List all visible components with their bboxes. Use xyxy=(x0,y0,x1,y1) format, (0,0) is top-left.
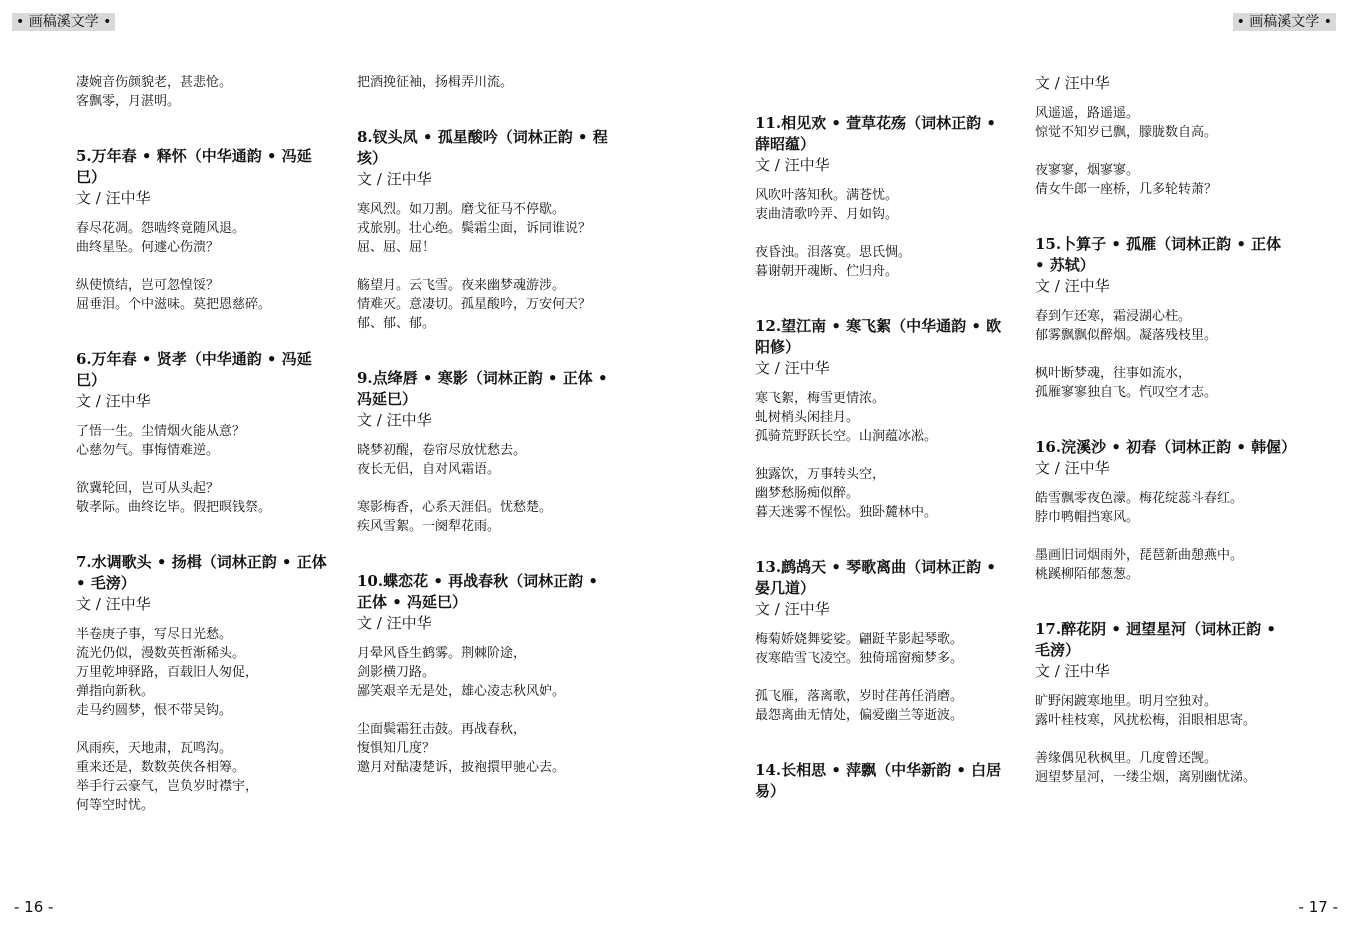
page-number-right: - 17 - xyxy=(1298,898,1338,916)
poem-author: 文 / 汪中华 xyxy=(755,600,830,618)
poem-author: 文 / 汪中华 xyxy=(76,392,151,410)
stanza: 寒飞絮，梅雪更情浓。 虬树梢头闲挂月。 孤骑荒野跃长空。山涧蕴冰凇。 xyxy=(755,391,938,444)
poem-author: 文 / 汪中华 xyxy=(357,411,432,429)
poem-title: 8.钗头凤 • 孤星酸吟（词林正韵 • 程垓） xyxy=(357,128,608,167)
column-2 xyxy=(357,73,615,796)
stanza: 把酒挽征袖，扬楫弄川流。 xyxy=(357,75,514,90)
stanza: 风吹叶落知秋。满苍忧。 衷曲清歌吟弄、月如钩。 xyxy=(755,188,899,222)
running-header-left: • 画稿溪文学 • xyxy=(12,13,115,31)
stanza: 善缘偶见秋枫里。几度曾还觊。 迥望梦星河，一缕尘烟，离别幽忧涕。 xyxy=(1035,751,1257,785)
poem-title: 11.相见欢 • 萱草花殇（词林正韵 • 薛昭蕴） xyxy=(755,114,996,153)
stanza: 旷野闲踱寒地里。明月空独对。 露叶桂枝寒，风扰松梅，泪眼相思寄。 xyxy=(1035,694,1257,728)
stanza: 尘面鬓霜狂击鼓。再战春秋， 愎惧知几度？ 邀月对酤凄楚诉，披袍擐甲驰心去。 xyxy=(357,722,566,775)
poem-title: 13.鹧鸪天 • 琴歌离曲（词林正韵 • 晏几道） xyxy=(755,558,996,597)
stanza: 枫叶断梦魂，往事如流水， 孤雁寥寥独自飞。忾叹空才志。 xyxy=(1035,366,1218,400)
poem-author: 文 / 汪中华 xyxy=(1035,277,1110,295)
column-4 xyxy=(1035,73,1297,806)
stanza: 凄婉音伤颜貌老，甚悲怆。 客飘零，月湛明。 xyxy=(76,75,233,109)
poem-title: 15.卜算子 • 孤雁（词林正韵 • 正体 • 苏轼） xyxy=(1035,235,1282,274)
poem-author: 文 / 汪中华 xyxy=(1035,662,1110,680)
stanza: 夜寥寥，烟寥寥。 倩女牛郎一座桥，几多轮转萧？ xyxy=(1035,163,1218,197)
stanza: 了悟一生。尘情烟火能从意？ 心慈勿气。事悔情难逆。 xyxy=(76,424,246,458)
poem-title: 6.万年春 • 贤孝（中华通韵 • 冯延巳） xyxy=(76,350,312,389)
stanza: 觞望月。云飞雪。夜来幽梦魂游涉。 情难灭。意凄切。孤星酸吟，万安何天？ 郁、郁、郁。 xyxy=(357,278,592,331)
poem-author: 文 / 汪中华 xyxy=(755,156,830,174)
poem-title: 17.醉花阴 • 迥望星河（词林正韵 • 毛滂） xyxy=(1035,620,1276,659)
stanza: 春到乍还寒，霜浸湖心柱。 郁雾飘飘似醉烟。凝落残枝里。 xyxy=(1035,309,1218,343)
running-header-right: • 画稿溪文学 • xyxy=(1233,13,1336,31)
poem-author: 文 / 汪中华 xyxy=(1035,74,1110,92)
poem-title: 14.长相思 • 萍飘（中华新韵 • 白居易） xyxy=(755,761,1002,800)
stanza: 寒影梅香，心系天涯侣。忧愁楚。 疾风雪絮。一阕犁花雨。 xyxy=(357,500,553,534)
stanza: 皓雪飘零夜色濛。梅花绽蕊斗春红。 脖巾鸭帽挡寒风。 xyxy=(1035,491,1244,525)
stanza: 风遥遥，路遥遥。 惊觉不知岁已飘，朦胧数自高。 xyxy=(1035,106,1218,140)
poem-author: 文 / 汪中华 xyxy=(76,595,151,613)
stanza: 墨画旧词烟雨外，琵琶新曲憩燕中。 桃蹊柳陌郁葱葱。 xyxy=(1035,548,1244,582)
poem-author: 文 / 汪中华 xyxy=(357,614,432,632)
poem-title: 7.水调歌头 • 扬楫（词林正韵 • 正体 • 毛滂） xyxy=(76,553,327,592)
stanza: 寒风烈。如刀割。磨戈征马不停歇。 戎旅别。壮心绝。鬓霜尘面，诉同谁说？ 屈、屈、屈！ xyxy=(357,202,592,255)
stanza: 半卷庚子事，写尽日光愁。 流光仍似，漫数英哲渐稀头。 万里乾坤驿路，百载旧人匆促， 弹指向新秋。 走马约圆梦，恨不带吴钩。 xyxy=(76,627,259,718)
stanza: 梅菊娇娆舞娑娑。翩跹芊影起琴歌。 夜寒皓雪飞凌空。独倚瑶窗痴梦多。 xyxy=(755,632,964,666)
stanza: 独露饮，万事转头空， 幽梦愁肠痴似醉。 暮天迷雾不惺忪。独卧麓林中。 xyxy=(755,467,938,520)
poem-title: 5.万年春 • 释怀（中华通韵 • 冯延巳） xyxy=(76,147,312,186)
stanza: 纵使愤结，岂可忽惶馁？ 屈垂泪。个中滋味。莫把恩慈碎。 xyxy=(76,278,272,312)
poem-author: 文 / 汪中华 xyxy=(357,170,432,188)
page-number-left: - 16 - xyxy=(14,898,54,916)
poem-author: 文 / 汪中华 xyxy=(1035,459,1110,477)
poem-author: 文 / 汪中华 xyxy=(76,189,151,207)
poem-title: 10.蝶恋花 • 再战春秋（词林正韵 • 正体 • 冯延巳） xyxy=(357,572,598,611)
stanza: 孤飞雁，落离歌，岁时荏苒任消磨。 最怨离曲无情处，偏爱幽兰等逝波。 xyxy=(755,689,964,723)
stanza: 欲冀轮回，岂可从头起？ 敬孝际。曲终讫毕。假把暝钱祭。 xyxy=(76,481,272,515)
stanza: 夜昏浊。泪落寞。思氏惆。 暮谢朝开魂断、伫归舟。 xyxy=(755,245,912,279)
stanza: 春尽花凋。怨啮终竟随风退。 曲终星坠。何遽心伤溃？ xyxy=(76,221,246,255)
stanza: 晓梦初醒，卷帘尽放忧愁去。 夜长无侣，自对风霜语。 xyxy=(357,443,527,477)
stanza: 月晕风昏生鹤雾。荆棘阶途， 剑影横刀路。 鄙笑艰辛无是处，雄心凌志秋风妒。 xyxy=(357,646,566,699)
column-3 xyxy=(755,113,1013,802)
poem-title: 9.点绛唇 • 寒影（词林正韵 • 正体 • 冯延巳） xyxy=(357,369,608,408)
column-1 xyxy=(76,73,334,834)
poem-title: 16.浣溪沙 • 初春（词林正韵 • 韩偓） xyxy=(1035,438,1297,456)
poem-author: 文 / 汪中华 xyxy=(755,359,830,377)
stanza: 风雨疾，天地肃，瓦鸣沟。 重来还是，数数英侠各相筹。 举手行云豪气，岂负岁时襟宇， 何等空时忧。 xyxy=(76,741,259,813)
poem-title: 12.望江南 • 寒飞絮（中华通韵 • 欧阳修） xyxy=(755,317,1002,356)
